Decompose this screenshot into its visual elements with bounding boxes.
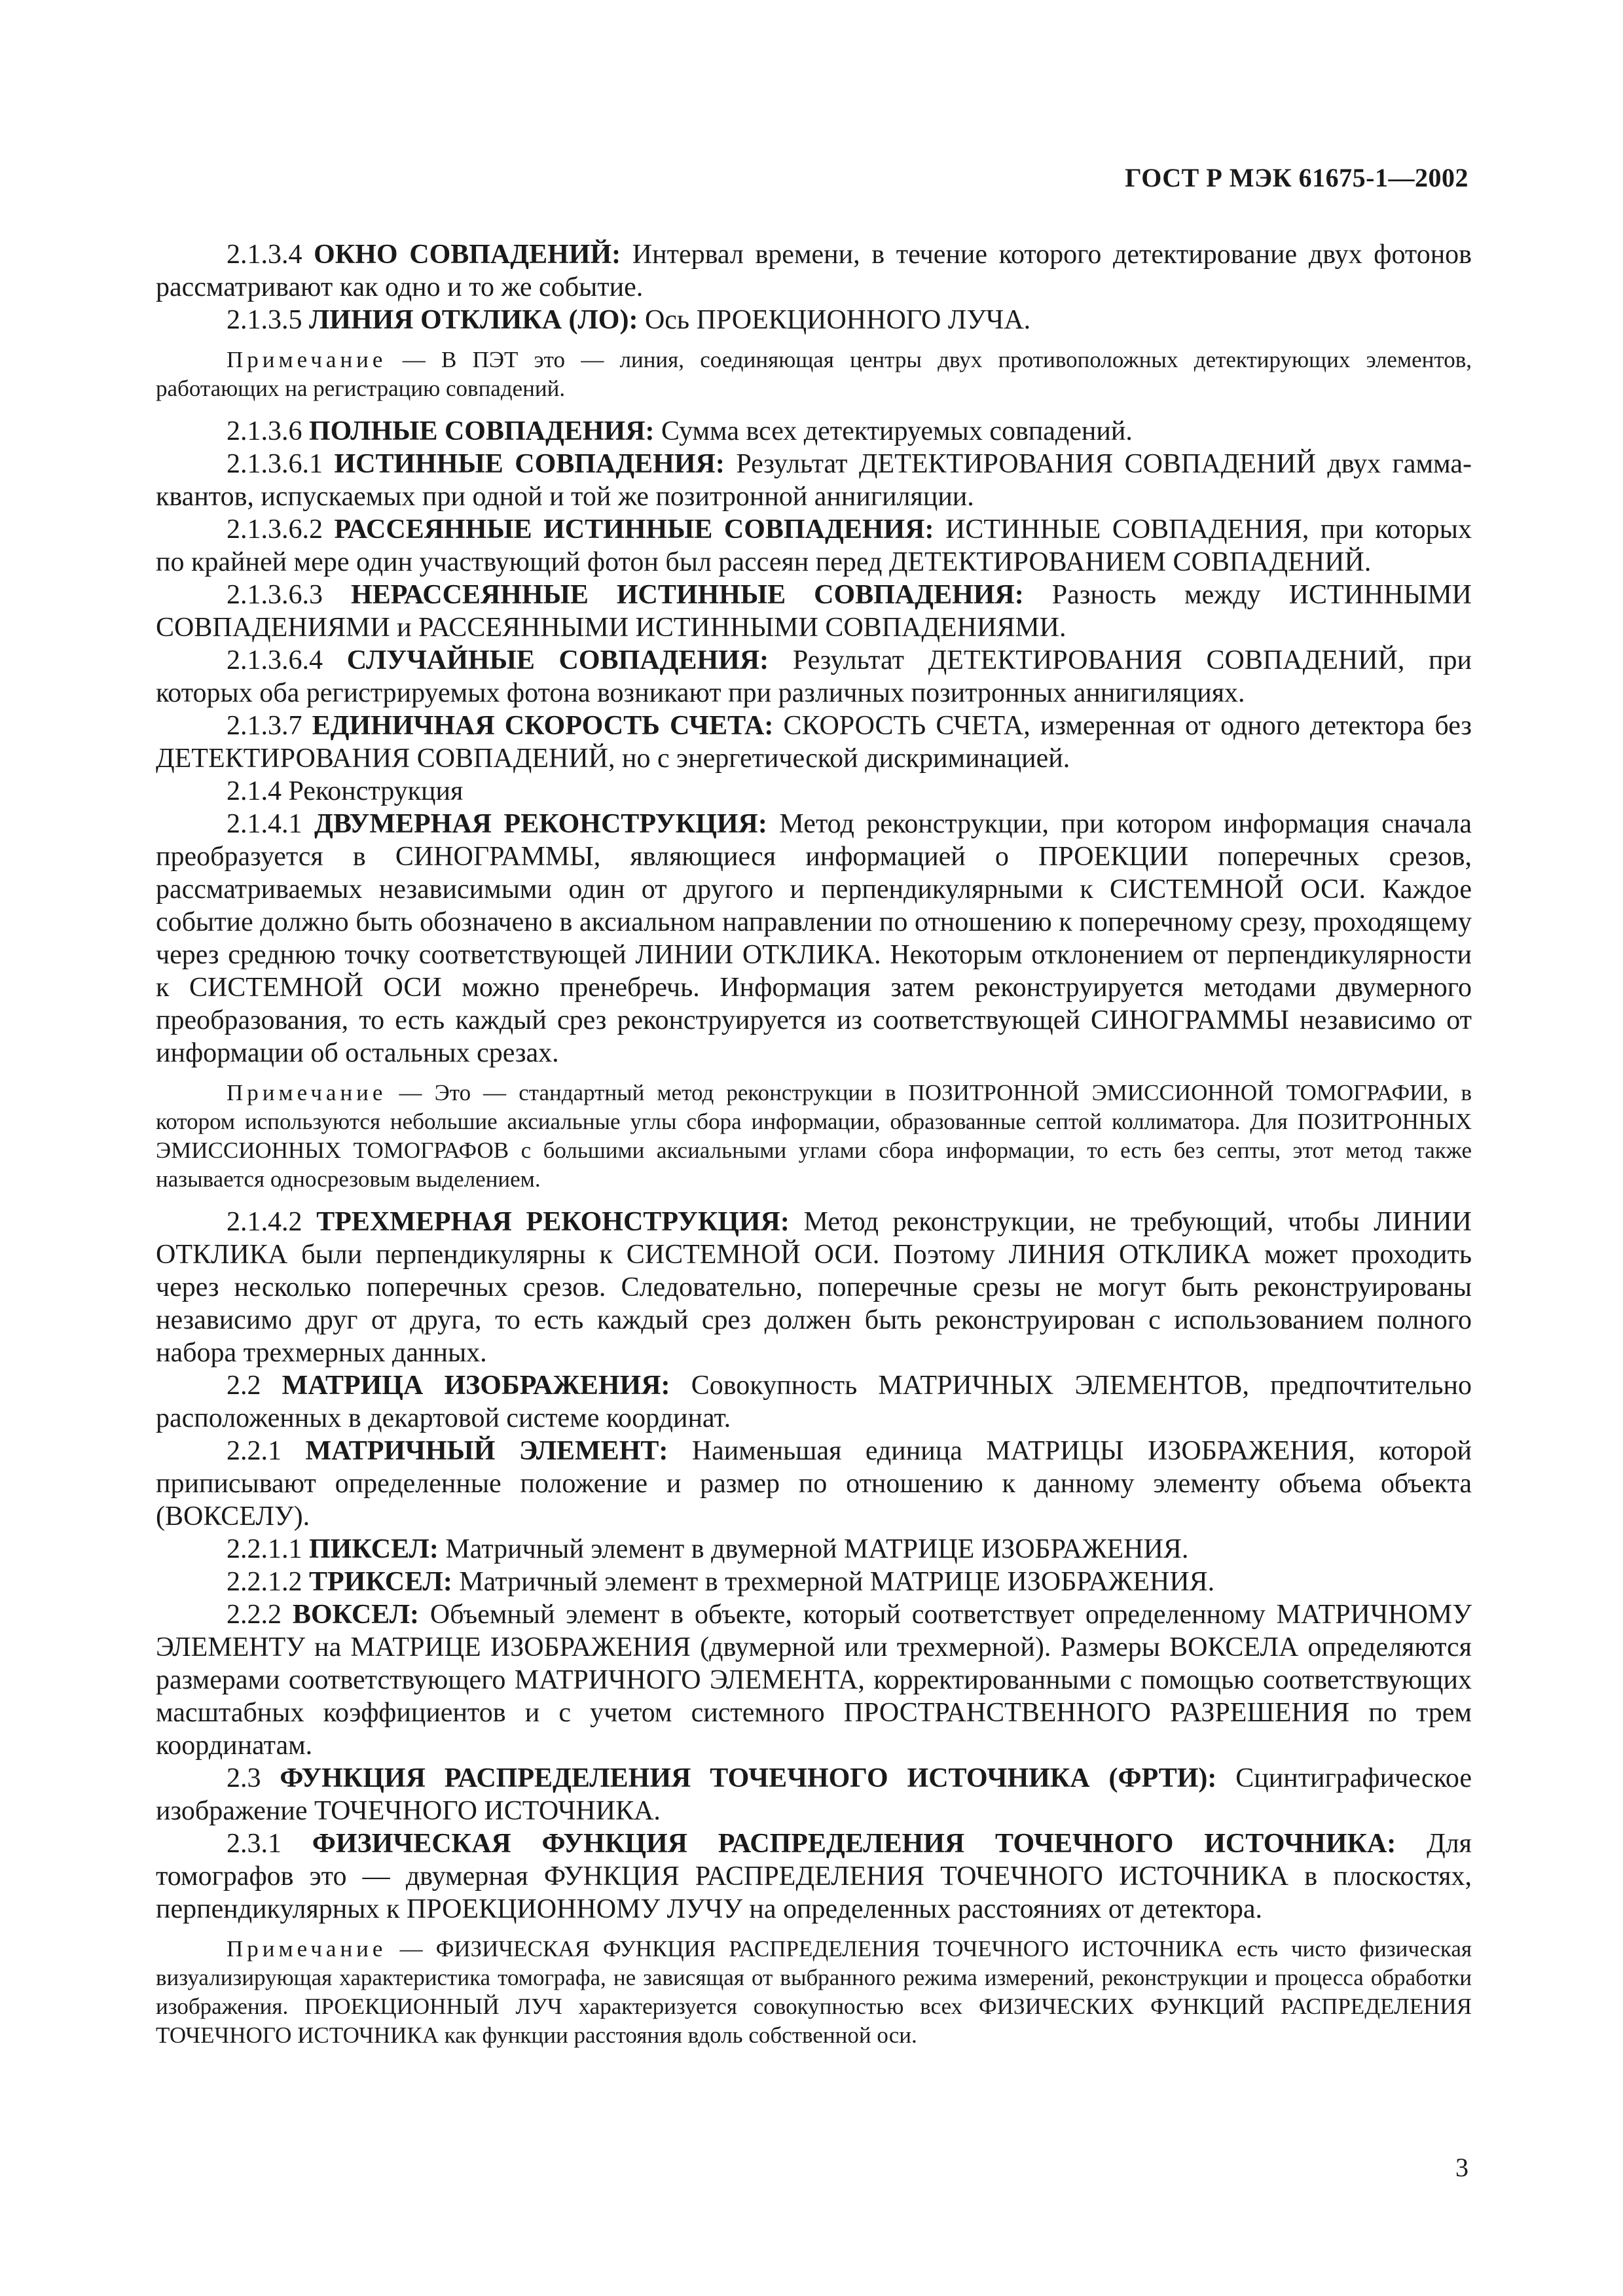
paragraph-2-1-3-6-4	[156, 644, 1472, 709]
clause-number: 2.1.3.4	[227, 240, 302, 270]
term: НЕРАССЕЯННЫЕ ИСТИННЫЕ СОВПАДЕНИЯ:	[351, 580, 1024, 610]
paragraph-2-2	[156, 1369, 1472, 1435]
definition: Матричный элемент в трехмерной МАТРИЦЕ ИЗОБРАЖЕНИЯ.	[459, 1567, 1215, 1597]
note-label: Примечание	[227, 347, 387, 372]
note-3	[156, 1935, 1472, 2050]
definition: Матричный элемент в двумерной МАТРИЦЕ ИЗОБРАЖЕНИЯ.	[445, 1534, 1189, 1564]
definition: Объемный элемент в объекте, который соответствует определенному МАТРИЧНОМУ ЭЛЕМЕНТУ на МАТРИЦЕ ИЗОБРАЖЕНИЯ (двумерной или трехмерной). Размеры ВОКСЕЛА определяются размерами соответствующего МАТРИЧНОГО ЭЛЕМЕНТА, корректированными с помощью соответствующих масштабных коэффициентов и с учетом системного ПРОСТРАНСТВЕННОГО РАЗРЕШЕНИЯ по трем координатам.	[156, 1600, 1472, 1761]
paragraph-2-1-4-1	[156, 808, 1472, 1069]
definition: Интервал времени, в течение которого детектирование двух фотонов рассматривают как одно и то же событие.	[156, 240, 1472, 302]
clause-number: 2.1.3.7	[227, 711, 302, 741]
document-body	[156, 238, 1472, 2062]
clause-number: 2.1.3.6.2	[227, 514, 323, 545]
definition: Наименьшая единица МАТРИЦЫ ИЗОБРАЖЕНИЯ, которой приписывают определенные положение и размер по отношению к данному элементу объема объекта (ВОКСЕЛУ).	[156, 1436, 1472, 1532]
term: МАТРИЧНЫЙ ЭЛЕМЕНТ:	[305, 1436, 668, 1466]
paragraph-2-1-3-7	[156, 709, 1472, 775]
definition: Ось ПРОЕКЦИОННОГО ЛУЧА.	[644, 305, 1031, 335]
term: ЛИНИЯ ОТКЛИКА (ЛО):	[309, 305, 638, 335]
definition: Совокупность МАТРИЧНЫХ ЭЛЕМЕНТОВ, предпочтительно расположенных в декартовой системе координат.	[156, 1371, 1472, 1433]
clause-number: 2.3	[227, 1763, 261, 1793]
clause-number: 2.1.3.6.1	[227, 449, 323, 479]
standard-header: ГОСТ Р МЭК 61675-1—2002	[1125, 163, 1468, 192]
term: ДВУМЕРНАЯ РЕКОНСТРУКЦИЯ:	[314, 809, 767, 839]
note-text: — В ПЭТ это — линия, соединяющая центры двух противоположных детектирующих элементов, работающих на регистрацию совпадений.	[156, 347, 1472, 401]
paragraph-2-1-3-4	[156, 238, 1472, 304]
clause-number: 2.1.3.5	[227, 305, 302, 335]
definition: ИСТИННЫЕ СОВПАДЕНИЯ, при которых по крайней мере один участвующий фотон был рассеян перед ДЕТЕКТИРОВАНИЕМ СОВПАДЕНИЙ.	[156, 514, 1472, 577]
term: ЕДИНИЧНАЯ СКОРОСТЬ СЧЕТА:	[312, 711, 774, 741]
paragraph-2-2-1	[156, 1435, 1472, 1533]
term: ФИЗИЧЕСКАЯ ФУНКЦИЯ РАСПРЕДЕЛЕНИЯ ТОЧЕЧНОГО ИСТОЧНИКА:	[312, 1829, 1396, 1859]
clause-number: 2.2	[227, 1371, 261, 1401]
paragraph-2-2-1-2	[156, 1566, 1472, 1598]
clause-number: 2.2.2	[227, 1600, 282, 1630]
term: ПОЛНЫЕ СОВПАДЕНИЯ:	[309, 416, 655, 446]
paragraph-2-1-3-6-3	[156, 579, 1472, 644]
clause-number: 2.2.1.2	[227, 1567, 302, 1597]
clause-number: 2.1.4.2	[227, 1207, 302, 1237]
definition: Разность между ИСТИННЫМИ СОВПАДЕНИЯМИ и РАССЕЯННЫМИ ИСТИННЫМИ СОВПАДЕНИЯМИ.	[156, 580, 1472, 643]
paragraph-2-2-1-1	[156, 1533, 1472, 1566]
section-title: Реконструкция	[288, 776, 464, 806]
term: ФУНКЦИЯ РАСПРЕДЕЛЕНИЯ ТОЧЕЧНОГО ИСТОЧНИКА (ФРТИ):	[280, 1763, 1217, 1793]
paragraph-2-1-4	[156, 775, 1472, 808]
definition: Сцинтиграфическое изображение ТОЧЕЧНОГО ИСТОЧНИКА.	[156, 1763, 1472, 1826]
paragraph-2-1-3-6-2	[156, 513, 1472, 579]
paragraph-2-2-2	[156, 1598, 1472, 1762]
term: ИСТИННЫЕ СОВПАДЕНИЯ:	[334, 449, 725, 479]
term: ТРИКСЕЛ:	[309, 1567, 452, 1597]
term: ОКНО СОВПАДЕНИЙ:	[314, 240, 621, 270]
term: ТРЕХМЕРНАЯ РЕКОНСТРУКЦИЯ:	[316, 1207, 790, 1237]
note-label: Примечание	[227, 1080, 387, 1105]
definition: Результат ДЕТЕКТИРОВАНИЯ СОВПАДЕНИЙ, при которых оба регистрируемых фотона возникают при различных позитронных аннигиляциях.	[156, 645, 1472, 708]
clause-number: 2.1.3.6.3	[227, 580, 323, 610]
paragraph-2-1-3-6-1	[156, 448, 1472, 513]
clause-number: 2.1.4	[227, 776, 282, 806]
paragraph-2-1-3-6	[156, 415, 1472, 448]
definition: Результат ДЕТЕКТИРОВАНИЯ СОВПАДЕНИЙ двух гамма-квантов, испускаемых при одной и той же позитронной аннигиляции.	[156, 449, 1472, 512]
clause-number: 2.3.1	[227, 1829, 282, 1859]
paragraph-2-3-1	[156, 1827, 1472, 1926]
definition: Сумма всех детектируемых совпадений.	[661, 416, 1133, 446]
page-number: 3	[1455, 2153, 1468, 2182]
term: ПИКСЕЛ:	[309, 1534, 439, 1564]
note-2	[156, 1079, 1472, 1194]
clause-number: 2.1.4.1	[227, 809, 302, 839]
clause-number: 2.2.1	[227, 1436, 282, 1466]
term: МАТРИЦА ИЗОБРАЖЕНИЯ:	[282, 1371, 670, 1401]
definition: Для томографов это — двумерная ФУНКЦИЯ РАСПРЕДЕЛЕНИЯ ТОЧЕЧНОГО ИСТОЧНИКА в плоскостях, перпендикулярных к ПРОЕКЦИОННОМУ ЛУЧУ на определенных расстояниях от детектора.	[156, 1829, 1472, 1924]
paragraph-2-1-3-5	[156, 304, 1472, 336]
paragraph-2-3	[156, 1762, 1472, 1827]
term: ВОКСЕЛ:	[292, 1600, 419, 1630]
term: РАССЕЯННЫЕ ИСТИННЫЕ СОВПАДЕНИЯ:	[334, 514, 934, 545]
note-text: — Это — стандартный метод реконструкции в ПОЗИТРОННОЙ ЭМИССИОННОЙ ТОМОГРАФИИ, в котором используются небольшие аксиальные углы сбора информации, образованные септой коллиматора. Для ПОЗИТРОННЫХ ЭМИССИОННЫХ ТОМОГРАФОВ с большими аксиальными углами сбора информации, то есть без септы, этот метод также называется односрезовым выделением.	[156, 1080, 1472, 1192]
clause-number: 2.2.1.1	[227, 1534, 302, 1564]
definition: СКОРОСТЬ СЧЕТА, измеренная от одного детектора без ДЕТЕКТИРОВАНИЯ СОВПАДЕНИЙ, но с энергетической дискриминацией.	[156, 711, 1472, 774]
definition: Метод реконструкции, при котором информация сначала преобразуется в СИНОГРАММЫ, являющиеся информацией о ПРОЕКЦИИ поперечных срезов, рассматриваемых независимыми один от другого и перпендикулярными к СИСТЕМНОЙ ОСИ. Каждое событие должно быть обозначено в аксиальном направлении по отношению к поперечному срезу, проходящему через среднюю точку соответствующей ЛИНИИ ОТКЛИКА. Некоторым отклонением от перпендикулярности к СИСТЕМНОЙ ОСИ можно пренебречь. Информация затем реконструируется методами двумерного преобразования, то есть каждый срез реконструируется из соответствующей СИНОГРАММЫ независимо от информации об остальных срезах.	[156, 809, 1472, 1068]
note-1	[156, 346, 1472, 403]
term: СЛУЧАЙНЫЕ СОВПАДЕНИЯ:	[346, 645, 769, 675]
clause-number: 2.1.3.6.4	[227, 645, 323, 675]
definition: Метод реконструкции, не требующий, чтобы ЛИНИИ ОТКЛИКА были перпендикулярны к СИСТЕМНОЙ ОСИ. Поэтому ЛИНИЯ ОТКЛИКА может проходить через несколько поперечных срезов. Следовательно, поперечные срезы не могут быть реконструированы независимо друг от друга, то есть каждый срез должен быть реконструирован с использованием полного набора трехмерных данных.	[156, 1207, 1472, 1368]
note-label: Примечание	[227, 1936, 387, 1962]
clause-number: 2.1.3.6	[227, 416, 302, 446]
note-text: — ФИЗИЧЕСКАЯ ФУНКЦИЯ РАСПРЕДЕЛЕНИЯ ТОЧЕЧНОГО ИСТОЧНИКА есть чисто физическая визуализирующая характеристика томографа, не зависящая от выбранного режима измерений, реконструкции и процесса обработки изображения. ПРОЕКЦИОННЫЙ ЛУЧ характеризуется совокупностью всех ФИЗИЧЕСКИХ ФУНКЦИЙ РАСПРЕДЕЛЕНИЯ ТОЧЕЧНОГО ИСТОЧНИКА как функции расстояния вдоль собственной оси.	[156, 1936, 1472, 2048]
paragraph-2-1-4-2	[156, 1206, 1472, 1369]
